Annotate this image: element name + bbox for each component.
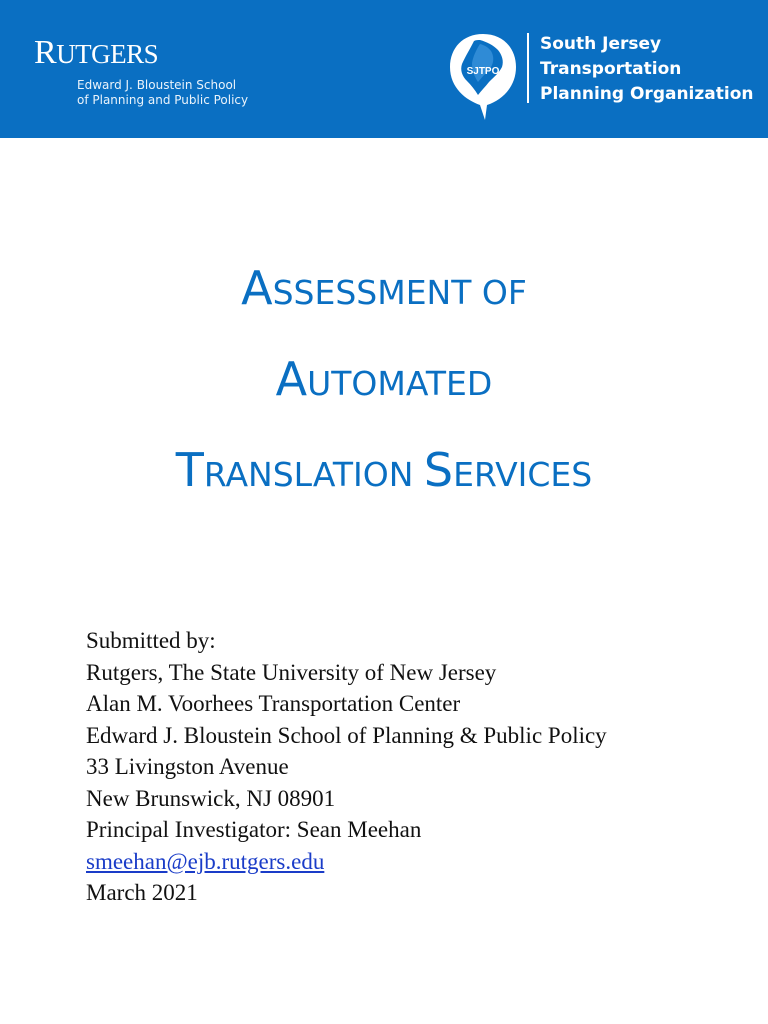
rutgers-school-name bbox=[77, 78, 248, 108]
logo-divider bbox=[527, 33, 529, 103]
report-title-line-2: AUTOMATED bbox=[275, 352, 493, 406]
rutgers-logo bbox=[34, 32, 248, 108]
sjtpo-name bbox=[540, 32, 754, 107]
report-title bbox=[0, 245, 768, 518]
sjtpo-name-line-3: Planning Organization bbox=[540, 84, 754, 104]
email-link[interactable]: smeehan@ejb.rutgers.edu bbox=[86, 848, 325, 874]
sjtpo-name-line-1: South Jersey bbox=[540, 34, 662, 54]
city-address: New Brunswick, NJ 08901 bbox=[86, 785, 336, 811]
report-title-line-3: TRANSLATION SERVICES bbox=[175, 443, 593, 497]
sjtpo-name-line-2: Transportation bbox=[540, 59, 682, 79]
principal-investigator: Principal Investigator: Sean Meehan bbox=[86, 817, 422, 842]
rutgers-school-line-1: Edward J. Bloustein School bbox=[77, 78, 237, 92]
submitted-by-label: Submitted by: bbox=[86, 628, 216, 653]
street-address: 33 Livingston Avenue bbox=[86, 754, 289, 779]
submission-block bbox=[86, 625, 607, 909]
sjtpo-seal-icon bbox=[447, 30, 519, 122]
school-name: Edward J. Bloustein School of Planning & Public Policy bbox=[86, 722, 607, 748]
university-name: Rutgers, The State University of New Jersey bbox=[86, 659, 497, 685]
center-name: Alan M. Voorhees Transportation Center bbox=[86, 691, 461, 716]
rutgers-school-line-2: of Planning and Public Policy bbox=[77, 93, 249, 107]
sjtpo-seal-text: SJTPO bbox=[466, 66, 500, 77]
rutgers-wordmark: RUTGERS bbox=[34, 34, 159, 71]
header-band bbox=[0, 0, 768, 138]
submission-date: March 2021 bbox=[86, 880, 198, 905]
report-title-line-1: ASSESSMENT OF bbox=[241, 261, 527, 315]
